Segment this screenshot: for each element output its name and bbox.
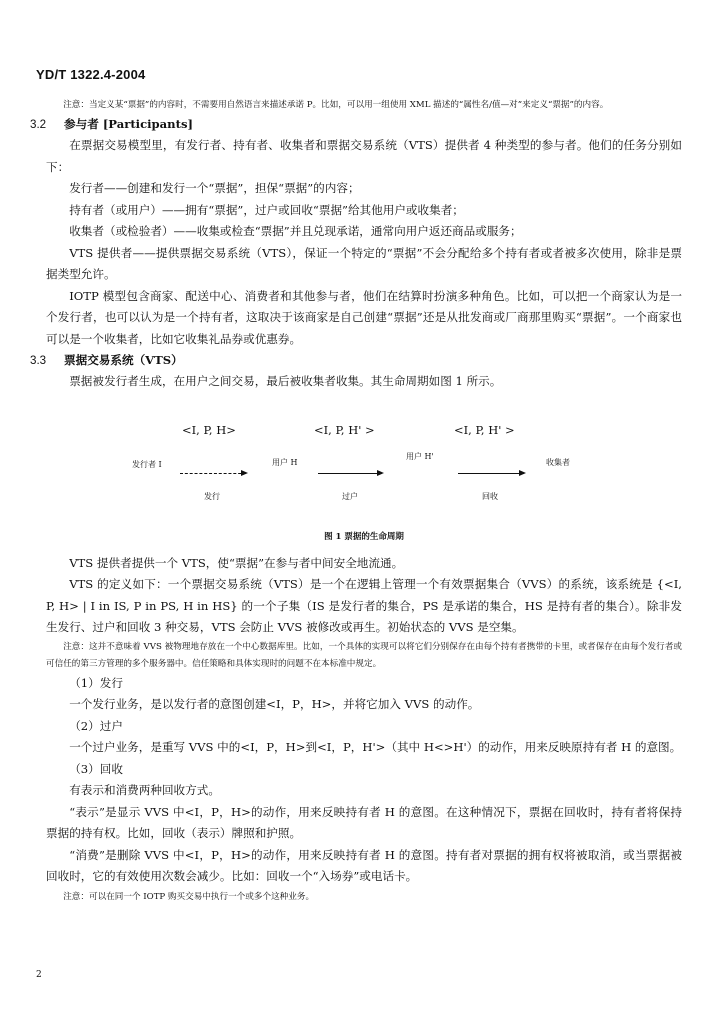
paragraph: VTS 提供者提供一个 VTS，使“票据”在参与者中间安全地流通。 — [69, 555, 404, 570]
paragraph-consume: “消费”是删除 VVS 中<I，P，H>的动作，用来反映持有者 H 的意图。持有者对票据的拥有权将被取消，或当票据被回收时，它的有效使用次数会减少。比如：回收一个“入场券”或电话卡。 — [46, 847, 682, 883]
role-holder: 持有者（或用户）——拥有“票据”，过户或回收“票据”给其他用户或收集者； — [69, 202, 464, 217]
paragraph-show: “表示”是显示 VVS 中<I，P，H>的动作，用来反映持有者 H 的意图。在这种情况下，票据在回收时，持有者将保持票据的持有权。比如，回收（表示）牌照和护照。 — [46, 804, 682, 840]
arrow-transfer — [318, 473, 382, 474]
role-collector: 收集者（或检验者）——收集或检查“票据”并且兑现承诺，通常向用户返还商品或服务； — [69, 224, 522, 238]
edge-label-issue: 发行 — [204, 491, 220, 501]
arrow-issue — [180, 473, 246, 474]
paragraph-lifecycle: 票据被发行者生成，在用户之间交易，最后被收集者收集。其生命周期如图 1 所示。 — [69, 374, 502, 388]
note-paragraph: 注意：可以在同一个 IOTP 购买交易中执行一个或多个这种业务。 — [63, 891, 315, 902]
note-paragraph: 注意：这并不意味着 VVS 被物理地存放在一个中心数据库里。比如，一个具体的实现可以将它们分别保存在由每个持有者携带的卡里，或者保存在由每个发行者或可信任的第三方管理的多个服务器中。信任策略和具体实现时的问题不在本标准中规定。 — [46, 641, 682, 669]
section-heading-3-3 — [30, 350, 682, 371]
node-user: 用户 H — [272, 457, 298, 467]
tuple-label: <I, P, H' > — [314, 422, 375, 437]
paragraph: 在票据交易模型里，有发行者、持有者、收集者和票据交易系统（VTS）提供者 4 种类型的参与者。他们的任务分别如下： — [46, 138, 682, 174]
role-issuer: 发行者——创建和发行一个“票据”，担保“票据”的内容； — [69, 181, 360, 195]
paragraph: 有表示和消费两种回收方式。 — [69, 783, 220, 797]
section-title: 参与者 [Participants] — [64, 117, 193, 131]
subheading-redeem: （3）回收 — [69, 761, 123, 776]
paragraph-iotp: IOTP 模型包含商家、配送中心、消费者和其他参与者，他们在结算时扮演多种角色。比如，可以把一个商家认为是一个发行者，也可以认为是一个持有者，这取决于该商家是自己创建“票据”还是从批发商或厂商那里购买“票据”。一个商家也可以是一个收集者，比如它收集礼品券或优惠券。 — [46, 288, 682, 346]
note-paragraph: 注意：当定义某“票据”的内容时，不需要用自然语言来描述承诺 P。比如，可以用一组使用 XML 描述的“属性名/值—对”来定义“票据”的内容。 — [63, 100, 609, 110]
tuple-label: <I, P, H' > — [454, 422, 515, 437]
section-number: 3.2 — [30, 118, 47, 131]
lifecycle-figure — [46, 397, 682, 521]
role-vts-provider: VTS 提供者——提供票据交易系统（VTS），保证一个特定的“票据”不会分配给多个持有者或者被多次使用，除非是票据类型允许。 — [46, 245, 682, 281]
figure-caption: 图 1 票据的生命周期 — [324, 531, 404, 542]
node-collector: 收集者 — [546, 457, 570, 467]
node-issuer: 发行者 I — [132, 459, 162, 469]
subheading-issue: （1）发行 — [69, 675, 123, 690]
subheading-transfer: （2）过户 — [69, 718, 123, 733]
paragraph-vts-definition: VTS 的定义如下：一个票据交易系统（VTS）是一个在逻辑上管理一个有效票据集合（VVS）的系统，该系统是 {<I, P, H> | I in IS, P in PS, H in HS} 的一个子集（IS 是发行者的集合，PS 是承诺的集合，HS 是持有者的集合）。除非发生发行、过户和回收 3 种交易，VTS 会防止 VVS 被修改或再生。初始状态的 VVS 是空集。 — [46, 577, 682, 634]
arrow-redeem — [458, 473, 524, 474]
section-heading-3-2 — [30, 114, 682, 135]
page-content — [30, 96, 682, 906]
paragraph: 一个发行业务，是以发行者的意图创建<I，P，H>，并将它加入 VVS 的动作。 — [69, 697, 480, 711]
tuple-label: <I, P, H> — [182, 422, 236, 437]
edge-label-redeem: 回收 — [482, 491, 498, 501]
section-number: 3.3 — [30, 354, 47, 367]
page-number: 2 — [36, 970, 42, 980]
paragraph: 一个过户业务，是重写 VVS 中的<I，P，H>到<I，P，H'>（其中 H<>H'）的动作，用来反映原持有者 H 的意图。 — [69, 740, 682, 754]
edge-label-transfer: 过户 — [342, 491, 358, 501]
document-id: YD/T 1322.4-2004 — [36, 67, 146, 82]
node-user-prime: 用户 H' — [406, 451, 434, 461]
section-title: 票据交易系统（VTS） — [64, 353, 183, 367]
